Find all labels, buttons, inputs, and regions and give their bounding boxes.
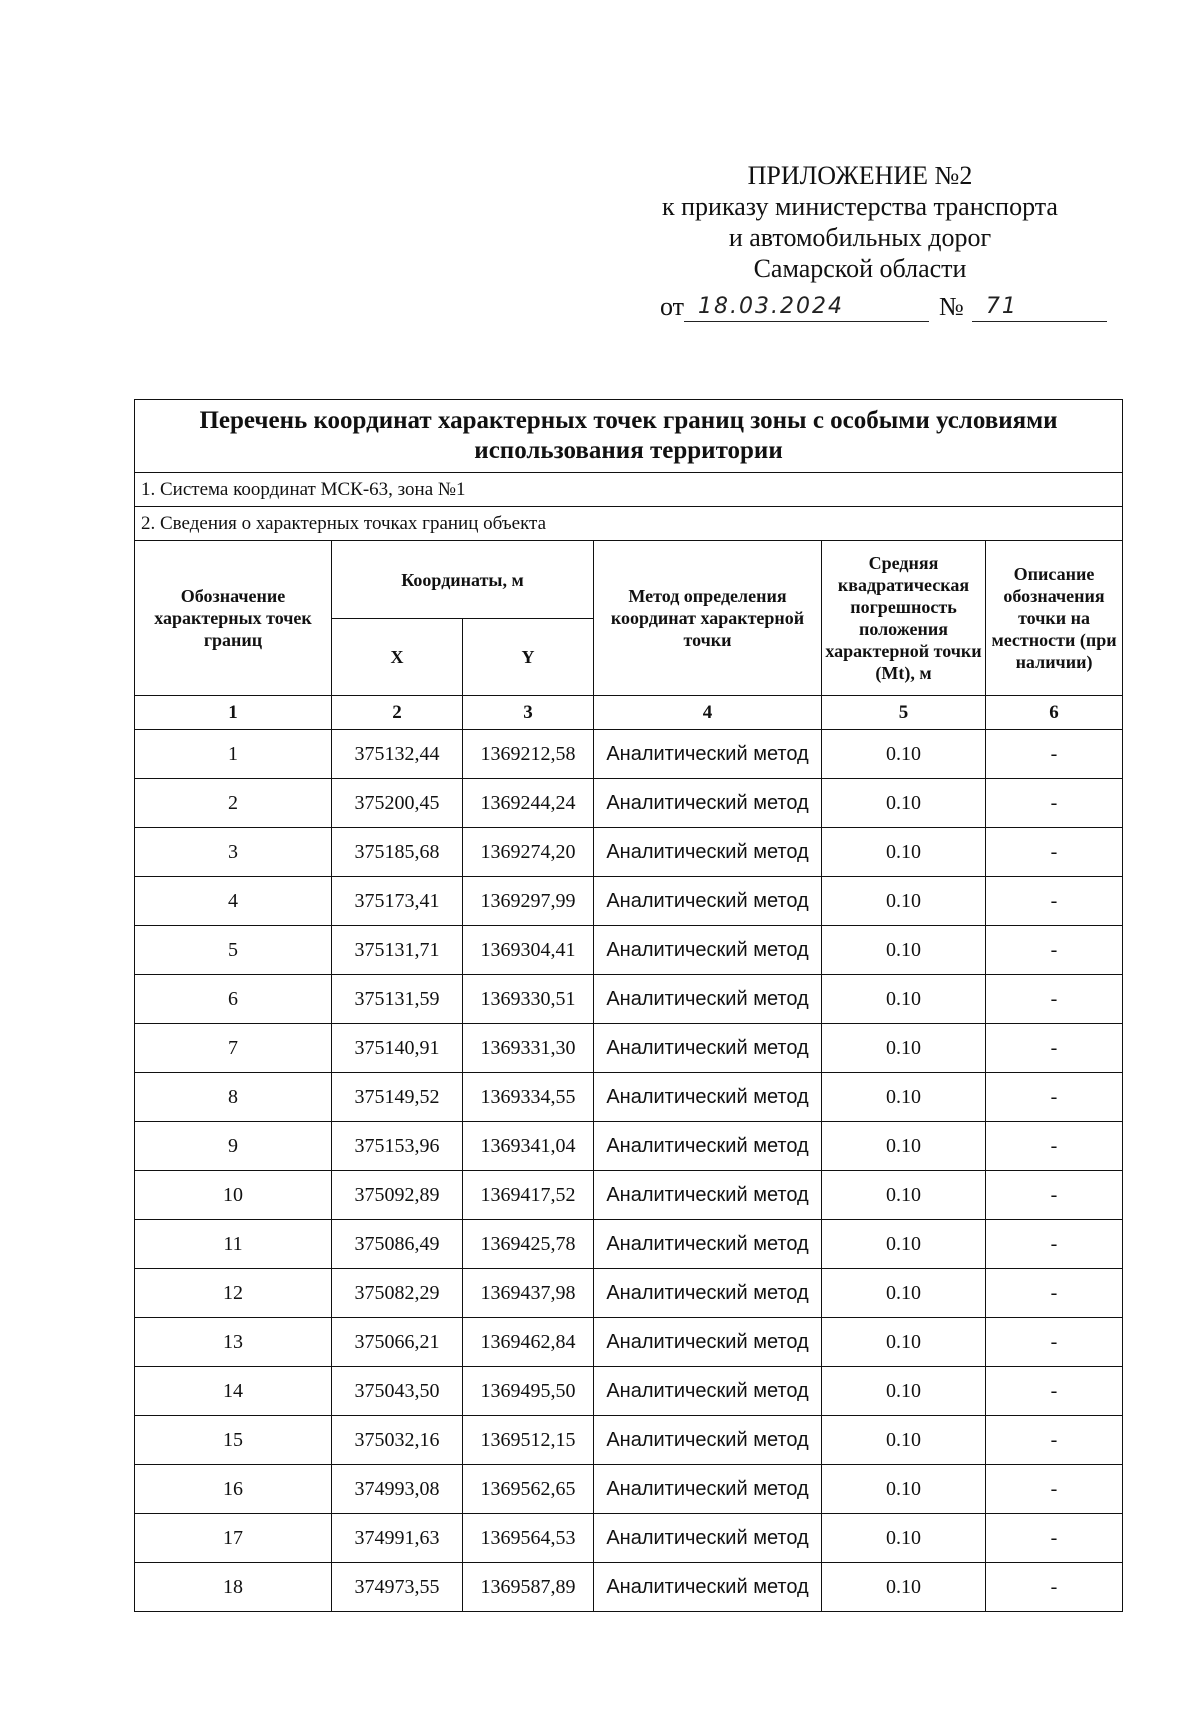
error-cell: 0.10 <box>822 779 986 828</box>
error-cell: 0.10 <box>822 1073 986 1122</box>
description-cell: - <box>986 1220 1123 1269</box>
description-cell: - <box>986 779 1123 828</box>
error-cell: 0.10 <box>822 877 986 926</box>
header-designation: Обозначение характерных точек границ <box>135 541 332 696</box>
column-number: 2 <box>332 696 463 730</box>
y-coordinate-cell: 1369297,99 <box>463 877 594 926</box>
x-coordinate-cell: 375200,45 <box>332 779 463 828</box>
y-coordinate-cell: 1369495,50 <box>463 1367 594 1416</box>
method-cell: Аналитический метод <box>594 1416 822 1465</box>
table-row <box>135 877 1123 926</box>
y-coordinate-cell: 1369564,53 <box>463 1514 594 1563</box>
coordinates-table <box>134 399 1123 1612</box>
y-coordinate-cell: 1369330,51 <box>463 975 594 1024</box>
error-cell: 0.10 <box>822 1269 986 1318</box>
method-cell: Аналитический метод <box>594 1563 822 1612</box>
method-cell: Аналитический метод <box>594 1073 822 1122</box>
column-numbers-row <box>135 696 1123 730</box>
description-cell: - <box>986 1465 1123 1514</box>
x-coordinate-cell: 375032,16 <box>332 1416 463 1465</box>
header-description: Описание обозначения точки на местности (при наличии) <box>986 541 1123 696</box>
y-coordinate-cell: 1369425,78 <box>463 1220 594 1269</box>
order-reference-line: к приказу министерства транспорта <box>662 192 1058 221</box>
header-error: Средняя квадратическая погрешность положения характерной точки (Mt), м <box>822 541 986 696</box>
description-cell: - <box>986 1073 1123 1122</box>
header-method: Метод определения координат характерной точки <box>594 541 822 696</box>
method-cell: Аналитический метод <box>594 1024 822 1073</box>
table-row <box>135 1514 1123 1563</box>
point-number-cell: 18 <box>135 1563 332 1612</box>
method-cell: Аналитический метод <box>594 1367 822 1416</box>
description-cell: - <box>986 828 1123 877</box>
point-number-cell: 11 <box>135 1220 332 1269</box>
description-cell: - <box>986 1318 1123 1367</box>
y-coordinate-cell: 1369562,65 <box>463 1465 594 1514</box>
x-coordinate-cell: 375173,41 <box>332 877 463 926</box>
y-coordinate-cell: 1369274,20 <box>463 828 594 877</box>
method-cell: Аналитический метод <box>594 828 822 877</box>
number-label: № <box>939 292 964 321</box>
order-date-number <box>660 292 1107 322</box>
error-cell: 0.10 <box>822 1563 986 1612</box>
x-coordinate-cell: 375185,68 <box>332 828 463 877</box>
header-coordinates: Координаты, м <box>332 541 594 619</box>
y-coordinate-cell: 1369341,04 <box>463 1122 594 1171</box>
method-cell: Аналитический метод <box>594 1514 822 1563</box>
description-cell: - <box>986 975 1123 1024</box>
method-cell: Аналитический метод <box>594 1465 822 1514</box>
x-coordinate-cell: 375086,49 <box>332 1220 463 1269</box>
y-coordinate-cell: 1369334,55 <box>463 1073 594 1122</box>
table-row <box>135 1220 1123 1269</box>
description-cell: - <box>986 1514 1123 1563</box>
x-coordinate-cell: 374991,63 <box>332 1514 463 1563</box>
y-coordinate-cell: 1369304,41 <box>463 926 594 975</box>
point-number-cell: 1 <box>135 730 332 779</box>
region-line: Самарской области <box>753 254 967 283</box>
table-row <box>135 1122 1123 1171</box>
point-number-cell: 16 <box>135 1465 332 1514</box>
method-cell: Аналитический метод <box>594 975 822 1024</box>
x-coordinate-cell: 375082,29 <box>332 1269 463 1318</box>
x-coordinate-cell: 375066,21 <box>332 1318 463 1367</box>
x-coordinate-cell: 375131,71 <box>332 926 463 975</box>
method-cell: Аналитический метод <box>594 1171 822 1220</box>
point-number-cell: 4 <box>135 877 332 926</box>
appendix-header <box>600 160 1120 284</box>
method-cell: Аналитический метод <box>594 926 822 975</box>
column-number: 1 <box>135 696 332 730</box>
x-coordinate-cell: 375140,91 <box>332 1024 463 1073</box>
header-y: Y <box>463 619 594 696</box>
error-cell: 0.10 <box>822 1416 986 1465</box>
table-row <box>135 1024 1123 1073</box>
point-number-cell: 13 <box>135 1318 332 1367</box>
method-cell: Аналитический метод <box>594 1122 822 1171</box>
point-number-cell: 10 <box>135 1171 332 1220</box>
coordinate-system: 1. Система координат МСК-63, зона №1 <box>135 473 1123 507</box>
error-cell: 0.10 <box>822 1024 986 1073</box>
table-title: Перечень координат характерных точек границ зоны с особыми условиями использования территории <box>135 400 1123 473</box>
description-cell: - <box>986 926 1123 975</box>
error-cell: 0.10 <box>822 1367 986 1416</box>
x-coordinate-cell: 375132,44 <box>332 730 463 779</box>
y-coordinate-cell: 1369512,15 <box>463 1416 594 1465</box>
point-number-cell: 8 <box>135 1073 332 1122</box>
order-date: 18.03.2024 <box>684 294 929 322</box>
point-number-cell: 12 <box>135 1269 332 1318</box>
y-coordinate-cell: 1369212,58 <box>463 730 594 779</box>
x-coordinate-cell: 375153,96 <box>332 1122 463 1171</box>
description-cell: - <box>986 730 1123 779</box>
error-cell: 0.10 <box>822 828 986 877</box>
method-cell: Аналитический метод <box>594 1318 822 1367</box>
column-number: 6 <box>986 696 1123 730</box>
description-cell: - <box>986 1024 1123 1073</box>
method-cell: Аналитический метод <box>594 730 822 779</box>
table-row <box>135 1269 1123 1318</box>
point-number-cell: 9 <box>135 1122 332 1171</box>
ministry-line: и автомобильных дорог <box>728 223 992 252</box>
point-number-cell: 5 <box>135 926 332 975</box>
table-row <box>135 1465 1123 1514</box>
description-cell: - <box>986 1416 1123 1465</box>
description-cell: - <box>986 877 1123 926</box>
point-number-cell: 7 <box>135 1024 332 1073</box>
point-number-cell: 2 <box>135 779 332 828</box>
table-row <box>135 1073 1123 1122</box>
x-coordinate-cell: 374973,55 <box>332 1563 463 1612</box>
point-number-cell: 17 <box>135 1514 332 1563</box>
error-cell: 0.10 <box>822 1318 986 1367</box>
header-x: X <box>332 619 463 696</box>
description-cell: - <box>986 1367 1123 1416</box>
error-cell: 0.10 <box>822 1171 986 1220</box>
column-number: 5 <box>822 696 986 730</box>
y-coordinate-cell: 1369244,24 <box>463 779 594 828</box>
error-cell: 0.10 <box>822 926 986 975</box>
error-cell: 0.10 <box>822 1220 986 1269</box>
x-coordinate-cell: 375043,50 <box>332 1367 463 1416</box>
table-row <box>135 1416 1123 1465</box>
y-coordinate-cell: 1369437,98 <box>463 1269 594 1318</box>
order-number: 71 <box>972 294 1107 322</box>
point-number-cell: 6 <box>135 975 332 1024</box>
table-row <box>135 1367 1123 1416</box>
point-number-cell: 3 <box>135 828 332 877</box>
description-cell: - <box>986 1563 1123 1612</box>
point-number-cell: 15 <box>135 1416 332 1465</box>
appendix-title: ПРИЛОЖЕНИЕ №2 <box>747 161 973 190</box>
method-cell: Аналитический метод <box>594 1269 822 1318</box>
error-cell: 0.10 <box>822 730 986 779</box>
method-cell: Аналитический метод <box>594 877 822 926</box>
y-coordinate-cell: 1369587,89 <box>463 1563 594 1612</box>
description-cell: - <box>986 1269 1123 1318</box>
table-row <box>135 779 1123 828</box>
y-coordinate-cell: 1369331,30 <box>463 1024 594 1073</box>
x-coordinate-cell: 374993,08 <box>332 1465 463 1514</box>
date-prefix: от <box>660 292 685 321</box>
y-coordinate-cell: 1369417,52 <box>463 1171 594 1220</box>
points-info: 2. Сведения о характерных точках границ объекта <box>135 507 1123 541</box>
error-cell: 0.10 <box>822 975 986 1024</box>
table-row <box>135 1563 1123 1612</box>
y-coordinate-cell: 1369462,84 <box>463 1318 594 1367</box>
error-cell: 0.10 <box>822 1465 986 1514</box>
x-coordinate-cell: 375092,89 <box>332 1171 463 1220</box>
method-cell: Аналитический метод <box>594 779 822 828</box>
error-cell: 0.10 <box>822 1514 986 1563</box>
table-row <box>135 926 1123 975</box>
table-row <box>135 1171 1123 1220</box>
point-number-cell: 14 <box>135 1367 332 1416</box>
error-cell: 0.10 <box>822 1122 986 1171</box>
x-coordinate-cell: 375131,59 <box>332 975 463 1024</box>
x-coordinate-cell: 375149,52 <box>332 1073 463 1122</box>
table-row <box>135 975 1123 1024</box>
description-cell: - <box>986 1171 1123 1220</box>
table-row <box>135 1318 1123 1367</box>
description-cell: - <box>986 1122 1123 1171</box>
method-cell: Аналитический метод <box>594 1220 822 1269</box>
column-number: 4 <box>594 696 822 730</box>
table-row <box>135 828 1123 877</box>
column-number: 3 <box>463 696 594 730</box>
table-row <box>135 730 1123 779</box>
